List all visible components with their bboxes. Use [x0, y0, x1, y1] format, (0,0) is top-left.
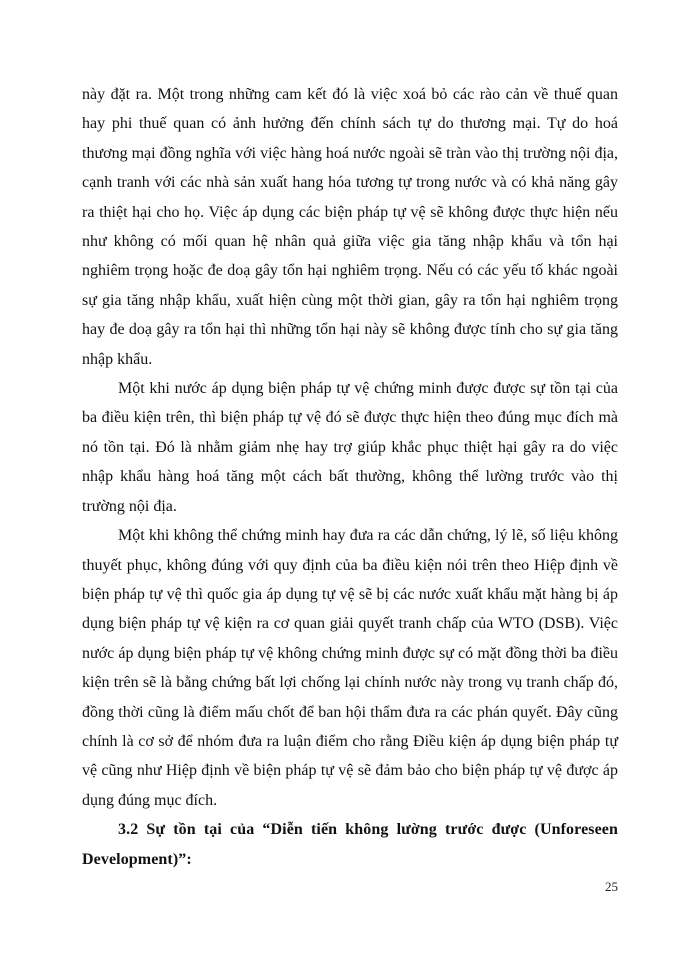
paragraph-continuation: này đặt ra. Một trong những cam kết đó là việc xoá bỏ các rào cản về thuế quan hay phi thuế quan có ảnh hưởng đến chính sách tự do thương mại. Tự do hoá thương mại đồng nghĩa với việc hàng hoá nước ngoài sẽ tràn vào thị trường nội địa, cạnh tranh với các nhà sản xuất hang hóa tương tự trong nước và có khả năng gây ra thiệt hại cho họ. Việc áp dụng các biện pháp tự vệ sẽ không được thực hiện nếu như không có mối quan hệ nhân quả giữa việc gia tăng nhập khẩu và tổn hại nghiêm trọng hoặc đe doạ gây tổn hại nghiêm trọng. Nếu có các yếu tố khác ngoài sự gia tăng nhập khẩu, xuất hiện cùng một thời gian, gây ra tổn hại nghiêm trọng hay đe doạ gây ra tổn hại thì những tổn hại này sẽ không được tính cho sự gia tăng nhập khẩu.: [82, 86, 618, 368]
section-heading: 3.2 Sự tồn tại của “Diễn tiến không lường trước được (Unforeseen Development)”:: [82, 821, 618, 868]
page-number: 25: [605, 879, 618, 894]
paragraph-failure-to-prove: Một khi không thể chứng minh hay đưa ra các dẫn chứng, lý lẽ, số liệu không thuyết phục, không đúng với quy định của ba điều kiện nói trên theo Hiệp định về biện pháp tự vệ thì quốc gia áp dụng tự vệ sẽ bị các nước xuất khẩu mặt hàng bị áp dụng biện pháp tự vệ kiện ra cơ quan giải quyết tranh chấp của WTO (DSB). Việc nước áp dụng biện pháp tự vệ không chứng minh được sự có mặt đồng thời ba điều kiện trên sẽ là bằng chứng bất lợi chống lại chính nước này trong vụ tranh chấp đó, đồng thời cũng là điểm mấu chốt để ban hội thẩm đưa ra các phán quyết. Đây cũng chính là cơ sở để nhóm đưa ra luận điểm cho rằng Điều kiện áp dụng biện pháp tự vệ cũng như Hiệp định về biện pháp tự vệ sẽ đảm bảo cho biện pháp tự vệ được áp dụng đúng mục đích.: [82, 527, 618, 809]
paragraph-proof-conditions: Một khi nước áp dụng biện pháp tự vệ chứng minh được được sự tồn tại của ba điều kiện trên, thì biện pháp tự vệ đó sẽ được thực hiện theo đúng mục đích mà nó tồn tại. Đó là nhằm giảm nhẹ hay trợ giúp khắc phục thiệt hại gây ra do việc nhập khẩu hàng hoá tăng một cách bất thường, không thể lường trước vào thị trường nội địa.: [82, 380, 618, 515]
document-page: [82, 80, 618, 874]
